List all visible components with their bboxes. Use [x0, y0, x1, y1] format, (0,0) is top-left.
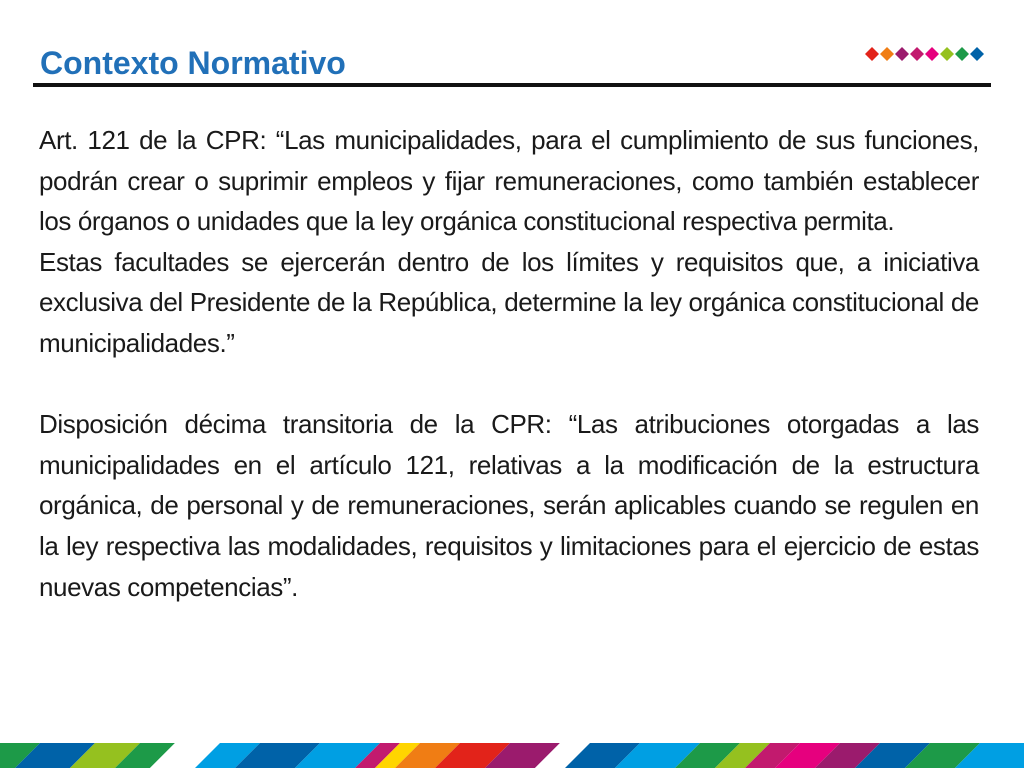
paragraph-spacer — [39, 364, 979, 405]
slide-title: Contexto Normativo — [40, 45, 346, 81]
footer-stripe-icon — [0, 737, 1024, 768]
body-text — [39, 120, 979, 607]
paragraph-facultades: Estas facultades se ejercerán dentro de los límites y requisitos que, a iniciativa exclusiva del Presidente de la República, determine la ley orgánica constitucional de municipalidades.” — [39, 246, 979, 358]
paragraph-art-121: Art. 121 de la CPR: “Las municipalidades, para el cumplimiento de sus funciones, podrán crear o suprimir empleos y fijar remuneraciones, como también establecer los órganos o unidades que la ley orgánica constitucional respectiva permita. — [39, 125, 979, 237]
paragraph-disposicion-transitoria: Disposición décima transitoria de la CPR: “Las atribuciones otorgadas a las municipalidades en el artículo 121, relativas a la modificación de la estructura orgánica, de personal y de remuneraciones, serán aplicables cuando se regulen en la ley respectiva las modalidades, requisitos y limitaciones para el ejercicio de estas nuevas competencias”. — [39, 409, 979, 602]
title-rule — [33, 83, 991, 87]
diamond-row-icon — [864, 44, 992, 64]
